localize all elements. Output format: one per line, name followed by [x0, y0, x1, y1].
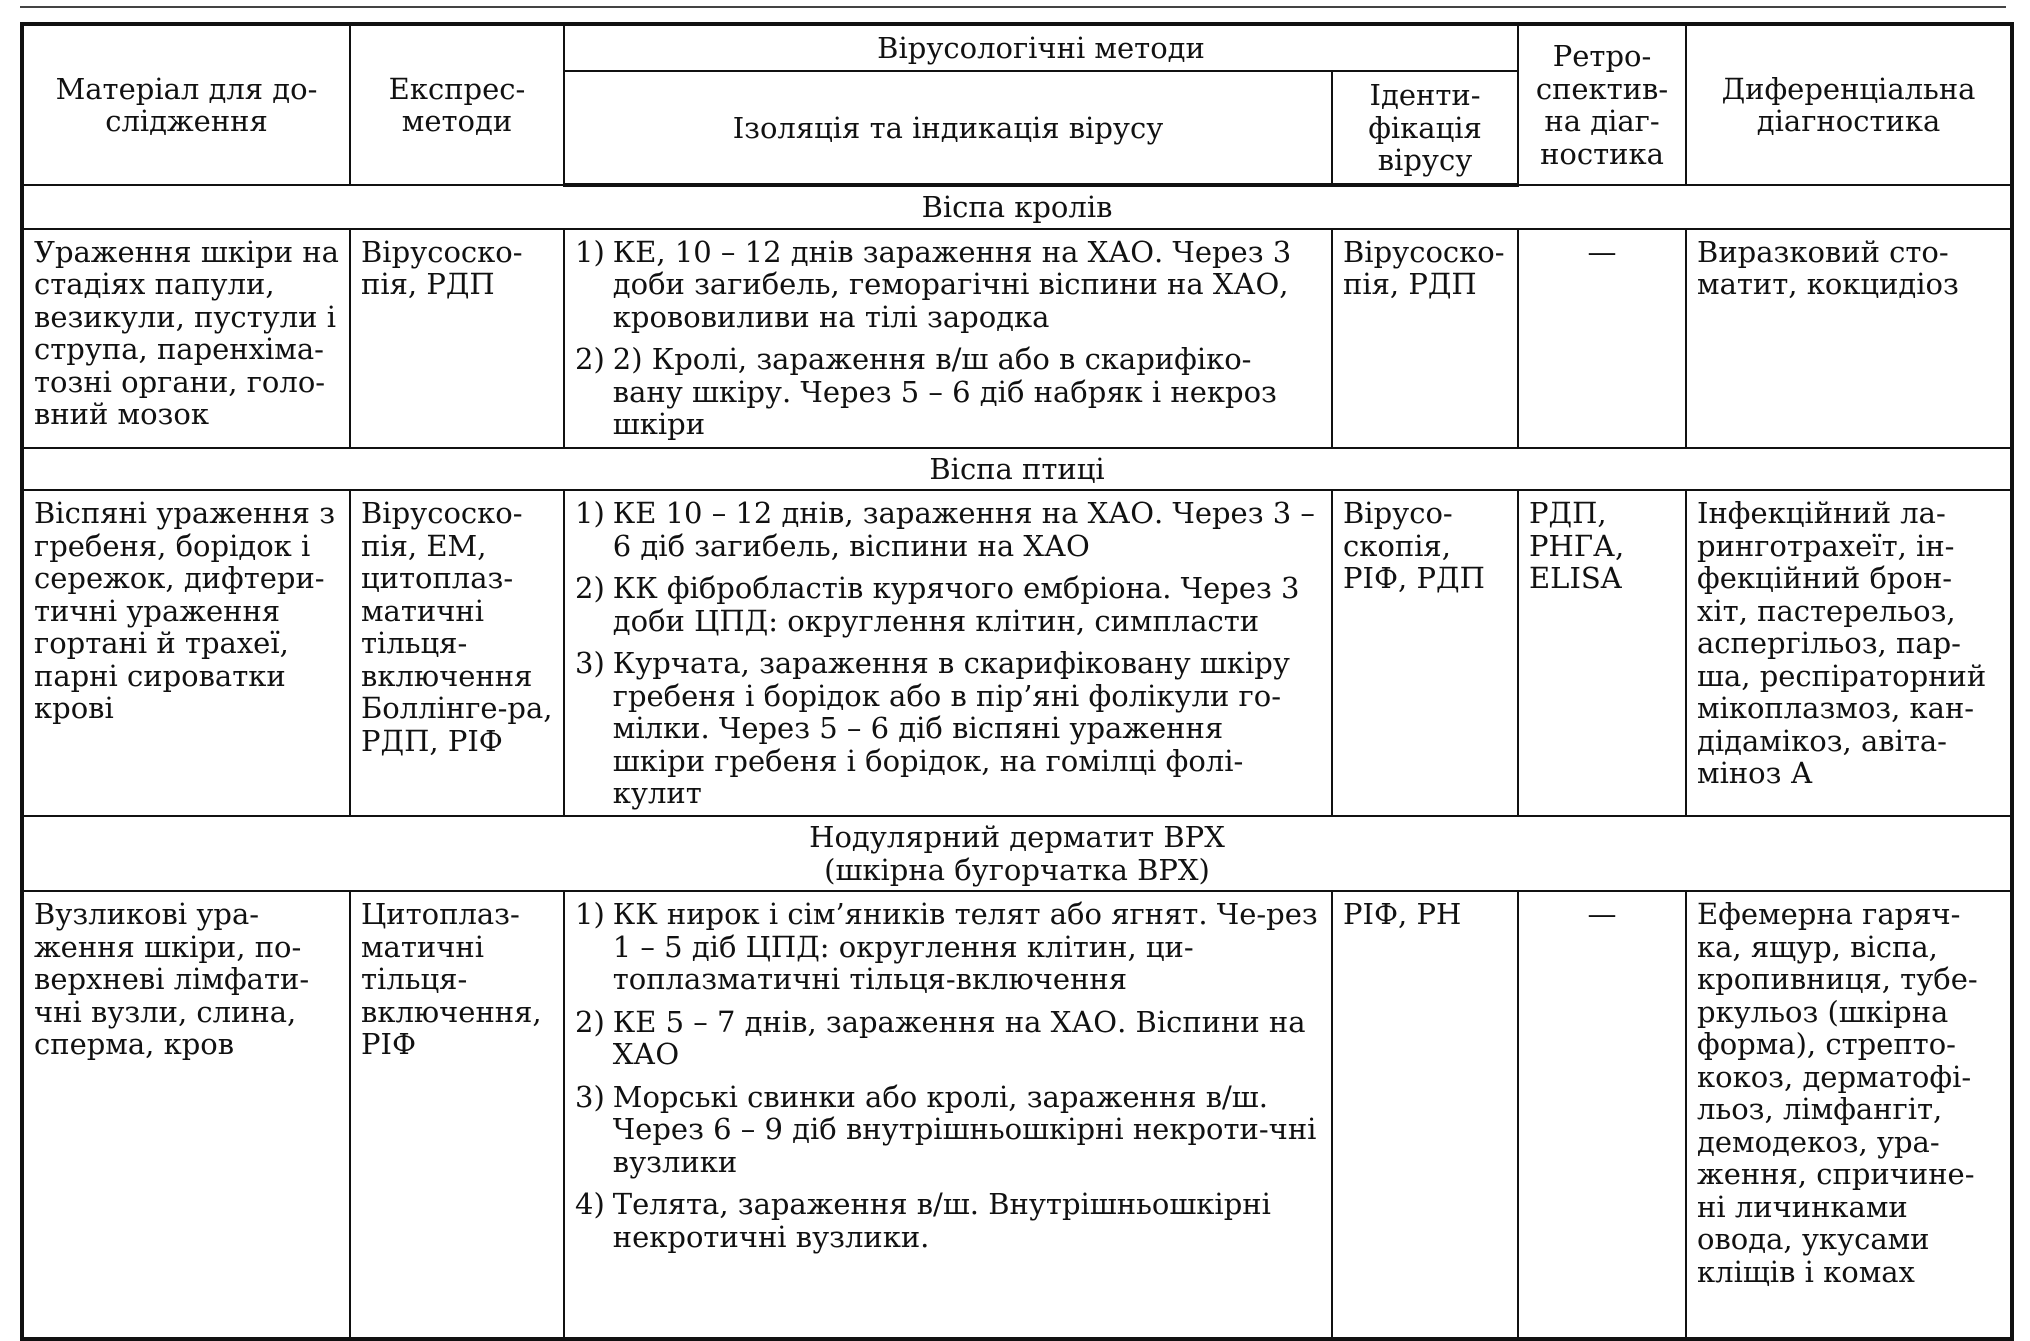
retro-diagnostics-cell: РДП, РНГА, ELISA: [1518, 490, 1686, 816]
retro-diagnostics-cell: —: [1518, 891, 1686, 1339]
disease-title: [22, 185, 2012, 228]
step-text: Морські свинки або кролі, зараження в/ш. Через 6 – 9 діб внутрішньошкірні некроти-чні вузлики: [612, 1079, 1317, 1179]
isolation-step: [575, 1188, 1321, 1253]
table-row: [22, 891, 2012, 1339]
col-header-material: Матеріал для до-слідження: [22, 24, 350, 185]
step-number: 1): [575, 234, 605, 269]
disease-title-row: [22, 816, 2012, 891]
table-row: [22, 229, 2012, 448]
table-body: [22, 185, 2012, 1339]
material-cell: Віспяні ураження з гребеня, борідок і сережок, дифтери-тичні ураження гортані й трахеї, парні сироватки крові: [22, 490, 350, 816]
isolation-step: [575, 1006, 1321, 1071]
isolation-cell: [564, 490, 1332, 816]
step-number: 4): [575, 1187, 605, 1222]
step-number: 2): [575, 1004, 605, 1039]
top-rule: [20, 6, 2006, 8]
isolation-step: [575, 647, 1321, 809]
isolation-step: [575, 236, 1321, 333]
disease-title: [22, 448, 2012, 490]
col-header-virological: Вірусологічні методи: [564, 24, 1518, 71]
differential-diagnostics-cell: Інфекційний ла-ринготрахеїт, ін-фекційний брон-хіт, пастерельоз, аспергільоз, пар-ша, респіраторний мікоплазмоз, кан-дідамікоз, авіта-міноз А: [1686, 490, 2012, 816]
disease-title-line: Нодулярний дерматит ВРХ: [809, 820, 1225, 855]
col-header-identification: Іденти-фікація вірусу: [1332, 71, 1518, 185]
express-methods-cell: Цитоплаз-матичні тільця-включення, РІФ: [350, 891, 564, 1339]
step-text: КЕ 5 – 7 днів, зараження на ХАО. Віспини на ХАО: [612, 1004, 1306, 1072]
identification-cell: Вірусо-скопія, РІФ, РДП: [1332, 490, 1518, 816]
step-number: 1): [575, 897, 605, 932]
disease-title: [22, 816, 2012, 891]
virology-diagnostics-table: [20, 22, 2014, 1341]
step-text: КЕ 10 – 12 днів, зараження на ХАО. Через 3 – 6 діб загибель, віспини на ХАО: [612, 496, 1315, 563]
differential-diagnostics-cell: Ефемерна гаряч-ка, ящур, віспа, кропивниця, тубе-ркульоз (шкірна форма), стрепто-кокоз, дерматофі-льоз, лімфангіт, демодекоз, ура-ження, спричине-ні личинками овода, укусами кліщів і комах: [1686, 891, 2012, 1339]
col-header-express: Експрес-методи: [350, 24, 564, 185]
table-header: [22, 24, 2012, 185]
step-text: Курчата, зараження в скарифіковану шкіру гребеня і борідок або в пір’яні фолікули го-мілки. Через 5 – 6 діб віспяні ураження шкіри гребеня і борідок, на гомілці фолі-кулит: [612, 646, 1290, 810]
isolation-step: [575, 898, 1321, 995]
isolation-steps-list: [575, 236, 1321, 441]
isolation-cell: [564, 229, 1332, 448]
isolation-cell: [564, 891, 1332, 1339]
disease-title-line: (шкірна бугорчатка ВРХ): [824, 852, 1210, 887]
step-number: 2): [575, 571, 605, 606]
step-text: Телята, зараження в/ш. Внутрішньошкірні некротичні вузлики.: [612, 1187, 1271, 1254]
col-header-differential: Диференціальна діагностика: [1686, 24, 2012, 185]
step-number: 2): [575, 342, 605, 377]
disease-title-row: [22, 185, 2012, 228]
material-cell: Ураження шкіри на стадіях папули, везикули, пустули і струпа, паренхіма-тозні органи, голо-вний мозок: [22, 229, 350, 448]
col-header-isolation: Ізоляція та індикація вірусу: [564, 71, 1332, 185]
isolation-steps-list: [575, 497, 1321, 809]
isolation-step: [575, 572, 1321, 637]
isolation-step: [575, 497, 1321, 562]
isolation-step: [575, 1081, 1321, 1178]
disease-title-line: Віспа птиці: [929, 451, 1105, 486]
step-text: КК нирок і сім’яників телят або ягнят. Че-рез 1 – 5 діб ЦПД: округлення клітин, ци-топлазматичні тільця-включення: [612, 897, 1318, 997]
retro-diagnostics-cell: —: [1518, 229, 1686, 448]
isolation-steps-list: [575, 898, 1321, 1253]
differential-diagnostics-cell: Виразковий сто-матит, кокцидіоз: [1686, 229, 2012, 448]
identification-cell: Вірусоско-пія, РДП: [1332, 229, 1518, 448]
material-cell: Вузликові ура-ження шкіри, по-верхневі лімфати-чні вузли, слина, сперма, кров: [22, 891, 350, 1339]
identification-cell: РІФ, РН: [1332, 891, 1518, 1339]
col-header-retro: Ретро-спектив-на діаг-ностика: [1518, 24, 1686, 185]
isolation-step: [575, 343, 1321, 440]
step-text: КЕ, 10 – 12 днів зараження на ХАО. Через 3 доби загибель, геморагічні віспини на ХАО, крововиливи на тілі зародка: [612, 234, 1292, 334]
step-text: 2) Кролі, зараження в/ш або в скарифіко-вану шкіру. Через 5 – 6 діб набряк і некроз шкіри: [612, 342, 1277, 442]
disease-title-row: [22, 448, 2012, 490]
express-methods-cell: Вірусоско-пія, ЕМ, цитоплаз-матичні тільця-включення Боллінге-ра, РДП, РІФ: [350, 490, 564, 816]
step-text: КК фібробластів курячого ембріона. Через 3 доби ЦПД: округлення клітин, симпласти: [612, 571, 1300, 638]
step-number: 1): [575, 496, 605, 531]
step-number: 3): [575, 646, 605, 681]
table-row: [22, 490, 2012, 816]
disease-title-line: Віспа кролів: [921, 190, 1113, 225]
express-methods-cell: Вірусоско-пія, РДП: [350, 229, 564, 448]
step-number: 3): [575, 1079, 605, 1114]
